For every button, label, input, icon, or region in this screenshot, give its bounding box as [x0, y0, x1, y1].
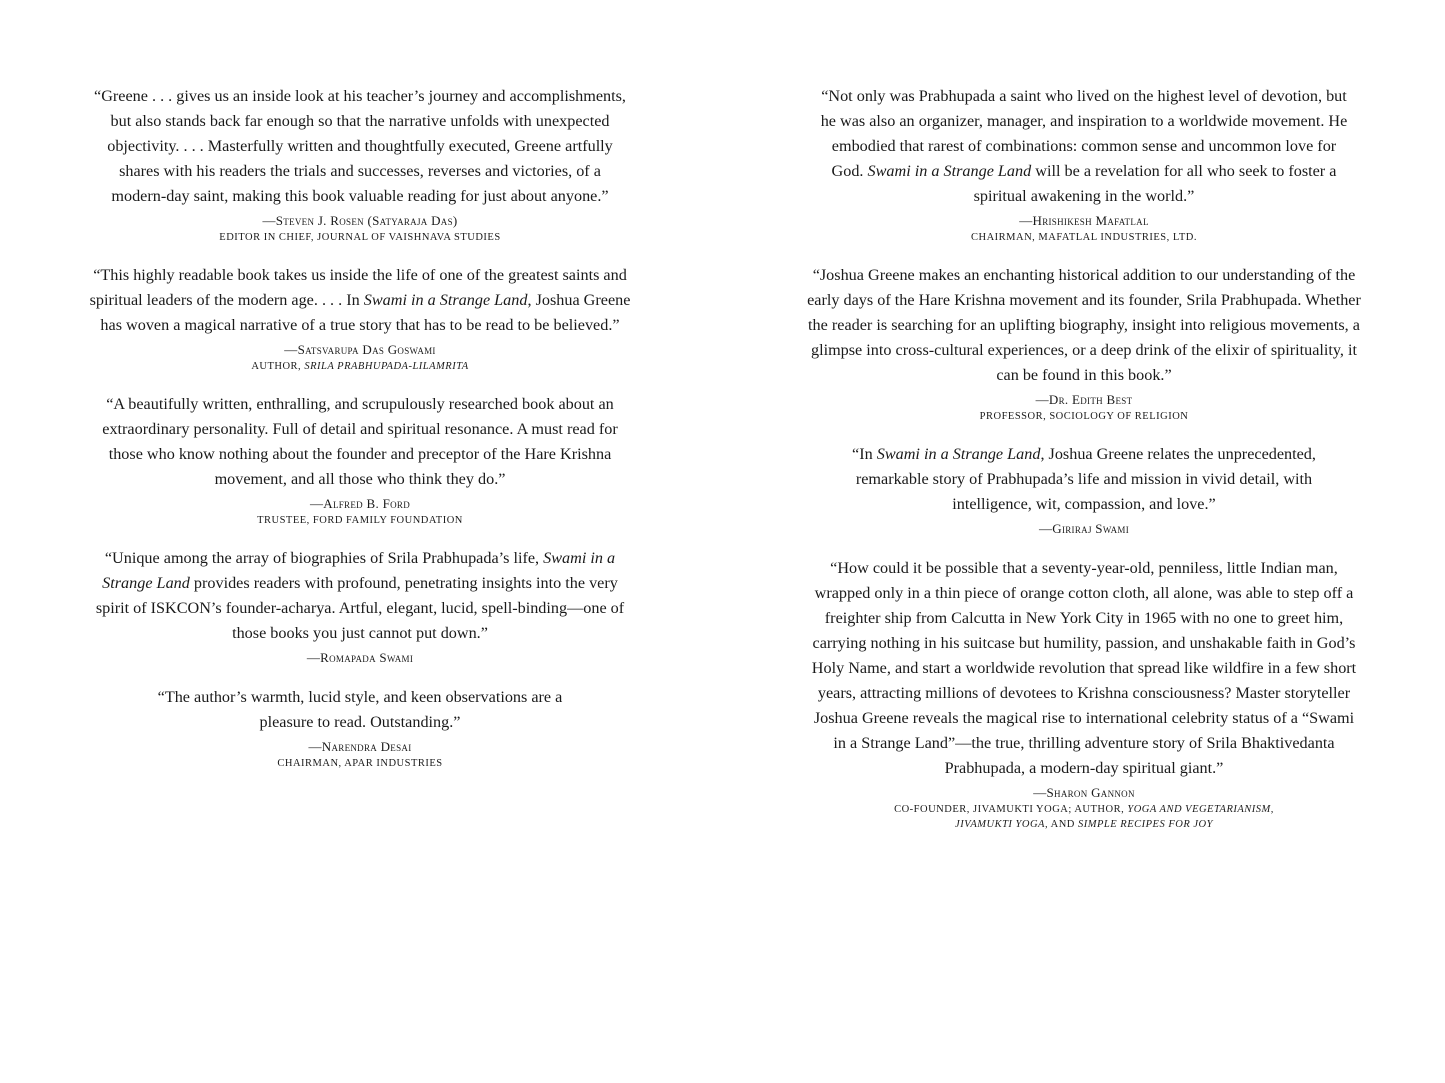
attribution-role: TRUSTEE, FORD FAMILY FOUNDATION	[257, 515, 463, 526]
role-part: CO-FOUNDER, JIVAMUKTI YOGA; AUTHOR,	[894, 804, 1128, 815]
blurb-ford	[90, 392, 630, 528]
book-title: YOGA AND VEGETARIANISM,	[1127, 804, 1274, 815]
attribution-role: CHAIRMAN, APAR INDUSTRIES	[277, 758, 443, 769]
quote-text: “Greene . . . gives us an inside look at his teacher’s journey and accomplishments, but also stands back far enough so that the narrative unfolds with unexpected objectivity. . . . Masterfully written and thoughtfully executed, Greene artfully shares with his readers the trials and successes, reverses and victories, of a modern-day saint, making this book valuable reading for just about anyone.”	[94, 87, 626, 205]
quote-part: , Joshua Greene relates the unprecedented, remarkable story of Prabhupada’s life and mission in vivid detail, with intelligence, wit, compassion, and love.”	[855, 445, 1316, 513]
book-title: Swami in a Strange Land	[876, 445, 1041, 463]
blurb-goswami	[80, 263, 640, 374]
quote-part: will be a revelation for all who seek to foster a spiritual awakening in the world.”	[973, 162, 1337, 205]
attribution-name: —Hrishikesh Mafatlal	[1019, 213, 1149, 228]
book-title: Swami in a Strange Land	[102, 549, 616, 592]
quote-part: , Joshua Greene has woven a magical narrative of a true story that has to be read to be believed.”	[100, 291, 631, 334]
blurb-desai	[150, 685, 570, 771]
attribution-name: —Dr. Edith Best	[1035, 392, 1133, 407]
quote-part: “In	[852, 445, 877, 463]
blurb-best	[806, 263, 1362, 424]
blurb-rosen	[90, 84, 630, 245]
left-page	[80, 0, 640, 771]
attribution-role: EDITOR IN CHIEF, JOURNAL OF VAISHNAVA STUDIES	[219, 232, 501, 243]
attribution-name: —Giriraj Swami	[1038, 521, 1130, 536]
book-title: Swami in a Strange Land	[867, 162, 1032, 180]
quote-text	[95, 546, 625, 646]
quote-part: provides readers with profound, penetrating insights into the very spirit of ISKCON’s founder-acharya. Artful, elegant, lucid, spell-binding—one of those books you just cannot put down.”	[95, 574, 625, 642]
attribution-name: —Sharon Gannon	[1033, 785, 1135, 800]
quote-part: “Unique among the array of biographies of Srila Prabhupada’s life,	[104, 549, 544, 567]
attribution-role: CHAIRMAN, MAFATLAL INDUSTRIES, LTD.	[971, 232, 1197, 243]
blurb-mafatlal	[814, 84, 1354, 245]
attribution-name: —Alfred B. Ford	[309, 496, 411, 511]
quote-text: “Joshua Greene makes an enchanting historical addition to our understanding of the early days of the Hare Krishna movement and its founder, Srila Prabhupada. Whether the reader is searching for an uplifting biography, insight into religious movements, a glimpse into cross-cultural experiences, or a deep drink of the elixir of spirituality, it can be found in this book.”	[807, 266, 1361, 384]
attribution-name: —Narendra Desai	[308, 739, 412, 754]
book-title: SRILA PRABHUPADA-LILAMRITA	[304, 361, 469, 372]
quote-text	[80, 263, 640, 338]
blurb-giriraj	[824, 442, 1344, 538]
attribution-role: PROFESSOR, SOCIOLOGY OF RELIGION	[979, 411, 1189, 422]
quote-text	[824, 442, 1344, 517]
blurb-gannon	[806, 556, 1362, 832]
attribution-role	[806, 802, 1362, 832]
quote-text	[814, 84, 1354, 209]
attribution-name: —Satsvarupa Das Goswami	[284, 342, 436, 357]
attribution-name: —Steven J. Rosen (Satyaraja Das)	[262, 213, 458, 228]
quote-part: “This highly readable book takes us inside the life of one of the greatest saints and spiritual leaders of the modern age. . . . In	[89, 266, 627, 309]
book-title: SIMPLE RECIPES FOR JOY	[1078, 819, 1213, 830]
right-page	[806, 0, 1362, 832]
role-part: AND	[1048, 819, 1079, 830]
attribution-role	[80, 359, 640, 374]
quote-text: “How could it be possible that a seventy-year-old, penniless, little Indian man, wrapped only in a thin piece of orange cotton cloth, all alone, was able to step off a freighter ship from Calcutta in New York City in 1965 with no one to greet him, carrying nothing in his suitcase but humility, passion, and unshakable faith in God’s Holy Name, and start a worldwide revolution that spread like wildfire in a few short years, attracting millions of devotees to Krishna consciousness? Master storyteller Joshua Greene reveals the magical rise to international celebrity status of a “Swami in a Strange Land”—the true, thrilling adventure story of Srila Bhaktivedanta Prabhupada, a modern-day spiritual giant.”	[811, 559, 1357, 777]
role-part: AUTHOR,	[251, 361, 305, 372]
book-title: Swami in a Strange Land	[363, 291, 528, 309]
blurb-romapada	[95, 546, 625, 667]
quote-text: “A beautifully written, enthralling, and scrupulously researched book about an extraordinary personality. Full of detail and spiritual resonance. A must read for those who know nothing about the founder and preceptor of the Hare Krishna movement, and all those who think they do.”	[102, 395, 618, 488]
attribution-name: —Romapada Swami	[306, 650, 414, 665]
quote-part: “Not only was Prabhupada a saint who lived on the highest level of devotion, but he was also an organizer, manager, and inspiration to a worldwide movement. He embodied that rarest of combinations: common sense and uncommon love for God.	[820, 87, 1348, 180]
quote-text: “The author’s warmth, lucid style, and keen observations are a pleasure to read. Outstanding.”	[157, 688, 563, 731]
book-title: JIVAMUKTI YOGA,	[955, 819, 1049, 830]
